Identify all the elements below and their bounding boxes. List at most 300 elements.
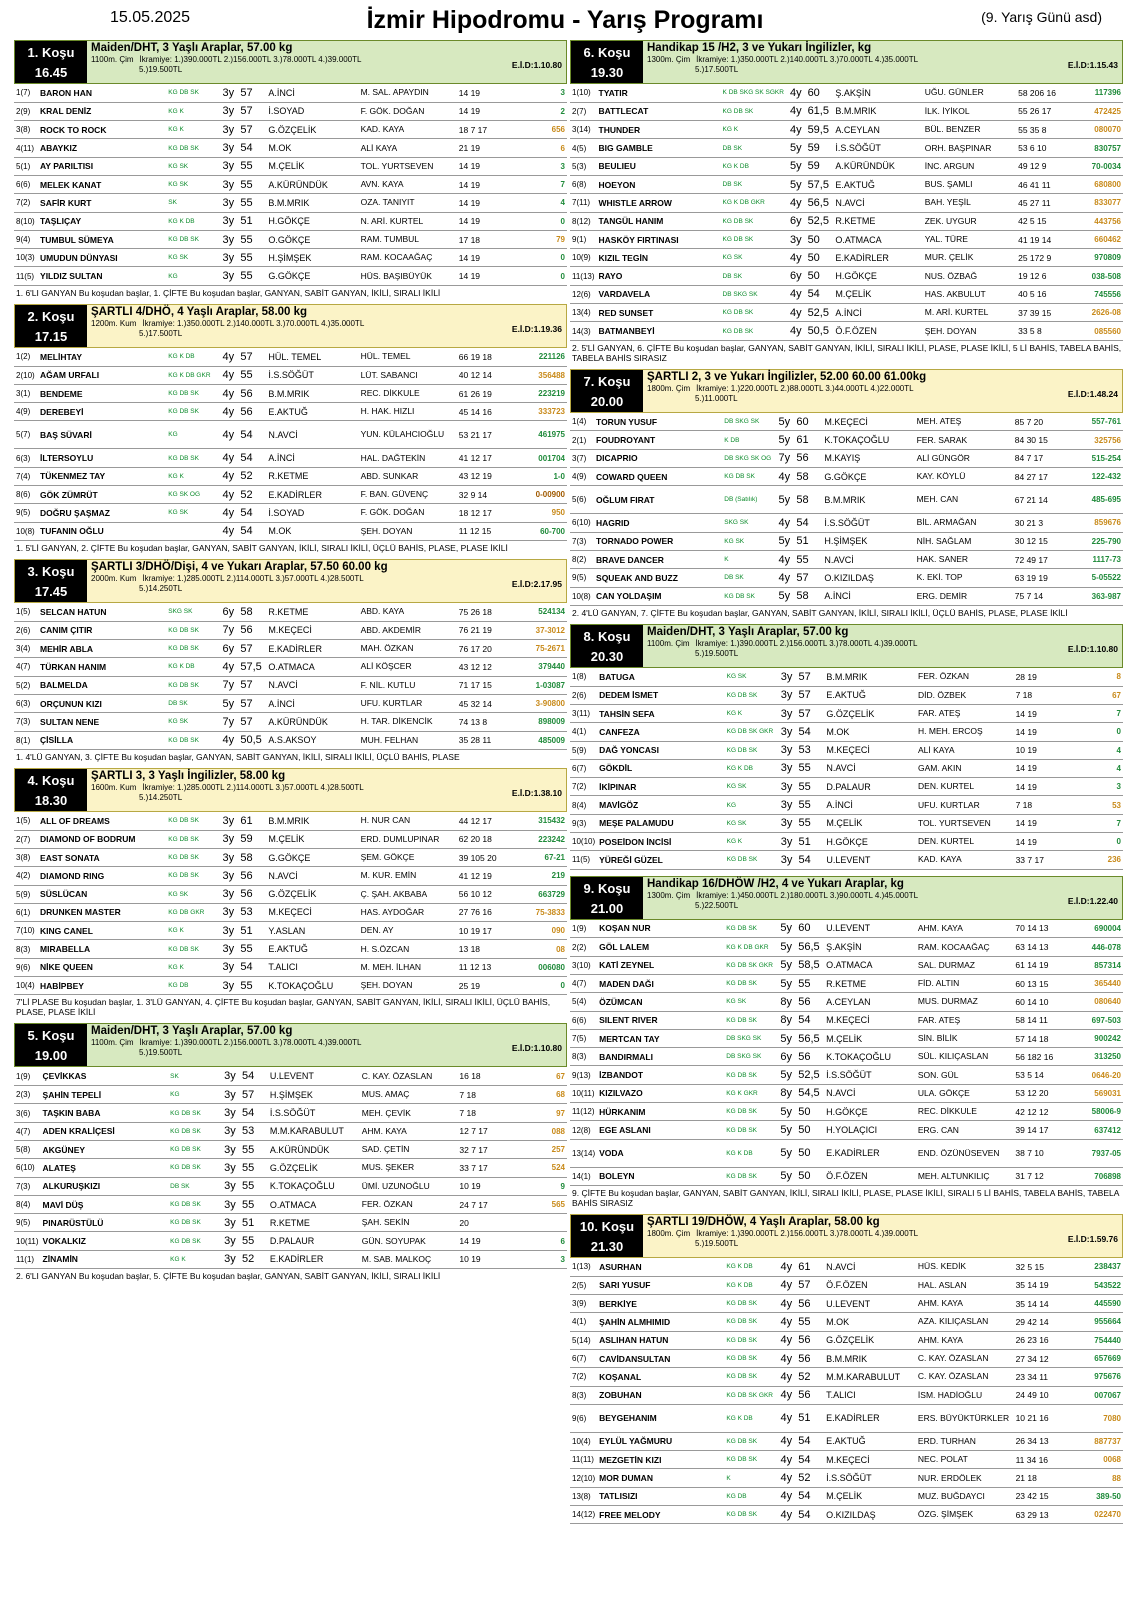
- table-row[interactable]: [14, 1232, 567, 1250]
- table-row[interactable]: [570, 778, 1123, 796]
- table-row[interactable]: [14, 1140, 567, 1158]
- weight: 54: [240, 1104, 268, 1122]
- table-row[interactable]: [570, 1295, 1123, 1313]
- table-row[interactable]: [14, 102, 567, 120]
- weight: 54: [240, 1067, 268, 1085]
- horse-name: TAŞKIN BABA: [41, 1104, 169, 1122]
- last-races: 225-790: [1075, 532, 1123, 550]
- table-row[interactable]: [14, 731, 567, 749]
- table-row[interactable]: [570, 1349, 1123, 1367]
- age: 4y: [786, 102, 806, 120]
- table-row[interactable]: [570, 431, 1123, 449]
- last-races: 557-761: [1075, 413, 1123, 431]
- table-row[interactable]: [570, 1011, 1123, 1029]
- owner: İLK. İYİKOL: [923, 102, 1016, 120]
- jockey: A.KÜRÜNDÜK: [268, 1140, 360, 1158]
- recent-form: 26 34 13: [1014, 1432, 1076, 1450]
- jockey: HÜL. TEMEL: [266, 348, 358, 366]
- race-record: E.İ.D:1.22.40: [1067, 895, 1118, 906]
- last-races: 6: [519, 139, 567, 157]
- table-row[interactable]: [570, 1469, 1123, 1487]
- weight: 57: [238, 694, 266, 712]
- last-races: 1-03087: [519, 676, 567, 694]
- owner: M. SAL. APAYDIN: [359, 84, 457, 102]
- table-row[interactable]: [570, 814, 1123, 832]
- last-races: 443756: [1076, 212, 1123, 230]
- table-row[interactable]: [570, 1048, 1123, 1066]
- table-row[interactable]: [14, 1250, 567, 1268]
- age: 5y: [776, 1121, 796, 1139]
- table-row[interactable]: [570, 121, 1123, 139]
- last-races: 5-05522: [1075, 569, 1123, 587]
- jockey: B.M.MRIK: [266, 812, 358, 830]
- table-row[interactable]: [570, 1404, 1123, 1432]
- horse-name: ÖZÜMCAN: [597, 993, 724, 1011]
- table-row[interactable]: [14, 867, 567, 885]
- table-row[interactable]: [14, 212, 567, 230]
- owner: FAR. ATEŞ: [916, 1011, 1014, 1029]
- owner: MUR. ÇELİK: [923, 249, 1016, 267]
- jockey: M.KEÇECİ: [824, 741, 916, 759]
- race-number-box: [571, 41, 643, 83]
- age: 5y: [776, 1066, 796, 1084]
- weight: 51: [796, 1404, 824, 1432]
- age: 4y: [218, 366, 238, 384]
- weight: 50: [796, 1103, 824, 1121]
- race-number: 8. Koşu: [583, 628, 631, 644]
- last-races: 379440: [519, 658, 567, 676]
- weight: 50,5: [238, 731, 266, 749]
- age: 7y: [218, 713, 238, 731]
- table-row[interactable]: [14, 421, 567, 449]
- weight: 61: [794, 431, 822, 449]
- table-row[interactable]: [14, 976, 567, 994]
- table-row[interactable]: [570, 550, 1123, 568]
- age: 6y: [218, 640, 238, 658]
- table-row[interactable]: [14, 467, 567, 485]
- race-prize-5: 5.)14.250TL: [139, 792, 183, 802]
- race-number: 7. Koşu: [583, 373, 631, 389]
- table-row[interactable]: [14, 603, 567, 621]
- weight: 56,5: [796, 1029, 824, 1047]
- table-row[interactable]: [570, 175, 1123, 193]
- table-row[interactable]: [570, 796, 1123, 814]
- table-row[interactable]: [570, 194, 1123, 212]
- owner: MEH. ÇEVİK: [360, 1104, 458, 1122]
- race-number-box: [571, 1215, 643, 1257]
- horse-name: TAŞLIÇAY: [38, 212, 166, 230]
- table-row[interactable]: [570, 704, 1123, 722]
- table-row[interactable]: [14, 676, 567, 694]
- horse-name: CAVİDANSULTAN: [597, 1349, 724, 1367]
- equipment: KG SK OG: [166, 486, 218, 504]
- jockey: M.OK: [824, 723, 916, 741]
- start-number: 9(13): [570, 1066, 597, 1084]
- age: 3y: [220, 1159, 240, 1177]
- horse-name: MADEN DAĞI: [597, 974, 724, 992]
- table-row[interactable]: [14, 522, 567, 540]
- horse-name: ASLIHAN HATUN: [597, 1331, 724, 1349]
- table-row[interactable]: [570, 139, 1123, 157]
- race-header: [570, 40, 1123, 84]
- race-distance-prize: [91, 319, 562, 328]
- table-row[interactable]: [570, 1432, 1123, 1450]
- weight: 52,5: [806, 212, 834, 230]
- start-number: 9(5): [14, 1214, 41, 1232]
- equipment: KG K DB: [725, 759, 777, 777]
- table-row[interactable]: [570, 851, 1123, 869]
- weight: 57: [797, 686, 825, 704]
- table-row[interactable]: [14, 885, 567, 903]
- table-row[interactable]: [14, 504, 567, 522]
- last-races: 7: [1075, 704, 1123, 722]
- table-row[interactable]: [570, 759, 1123, 777]
- recent-form: 45 27 11: [1016, 194, 1076, 212]
- race-record: E.İ.D:1.19.36: [511, 323, 562, 334]
- table-row[interactable]: [14, 384, 567, 402]
- equipment: KG DB SK: [724, 1103, 776, 1121]
- equipment: KG DB SK: [166, 230, 218, 248]
- owner: SAD. ÇETİN: [360, 1140, 458, 1158]
- table-row[interactable]: [570, 974, 1123, 992]
- table-row[interactable]: [570, 1386, 1123, 1404]
- equipment: KG: [725, 796, 777, 814]
- owner: ALİ KÖŞCER: [359, 658, 457, 676]
- jockey: G.ÖZÇELİK: [824, 704, 916, 722]
- race-block: [14, 559, 567, 762]
- table-row[interactable]: [570, 920, 1123, 938]
- table-row[interactable]: [570, 212, 1123, 230]
- horse-name: TORUN YUSUF: [594, 413, 722, 431]
- owner: AHM. KAYA: [916, 1295, 1014, 1313]
- table-row[interactable]: [14, 640, 567, 658]
- table-row[interactable]: [14, 267, 567, 285]
- table-row[interactable]: [14, 194, 567, 212]
- weight: 56: [238, 867, 266, 885]
- table-row[interactable]: [14, 403, 567, 421]
- owner: H. MEH. ERCOŞ: [916, 723, 1014, 741]
- race-prize: İkramiye: 1.)390.000TL 2.)156.000TL 3.)78.000TL 4.)39.000TL: [139, 1038, 362, 1048]
- table-row[interactable]: [570, 938, 1123, 956]
- horse-name: TANGÜL HANIM: [597, 212, 721, 230]
- race-distance: 1100m. Çim: [647, 638, 690, 648]
- recent-form: 63 14 13: [1013, 938, 1075, 956]
- last-races: 7: [519, 175, 567, 193]
- recent-form: 37 39 15: [1016, 304, 1076, 322]
- table-row[interactable]: [570, 285, 1123, 303]
- table-row[interactable]: [570, 230, 1123, 248]
- recent-form: 20: [457, 1214, 519, 1232]
- table-row[interactable]: [570, 993, 1123, 1011]
- owner: ALİ KAYA: [359, 139, 457, 157]
- table-row[interactable]: [14, 449, 567, 467]
- last-races: 898009: [519, 713, 567, 731]
- table-row[interactable]: [570, 1258, 1123, 1276]
- table-row[interactable]: [570, 304, 1123, 322]
- table-row[interactable]: [570, 102, 1123, 120]
- race-distance-prize: [91, 55, 562, 64]
- equipment: KG DB SK: [166, 139, 218, 157]
- race-time: 19.00: [34, 1048, 68, 1064]
- horse-name: TUFANIN OĞLU: [38, 522, 166, 540]
- race-distance: 1300m. Çim: [647, 890, 691, 900]
- recent-form: 66 19 18: [457, 348, 519, 366]
- last-races: 745556: [1076, 285, 1123, 303]
- jockey: Ö.F.ÖZEN: [833, 322, 922, 340]
- owner: ÖZG. ŞİMŞEK: [916, 1506, 1014, 1524]
- table-row[interactable]: [570, 1029, 1123, 1047]
- table-row[interactable]: [570, 1103, 1123, 1121]
- table-row[interactable]: [14, 121, 567, 139]
- table-row[interactable]: [570, 249, 1123, 267]
- race-block: [570, 1214, 1123, 1524]
- race-category: ŞARTLI 2, 3 ve Yukarı İngilizler, 52.00 60.00 61.00kg: [647, 370, 927, 383]
- jockey: O.ATMACA: [833, 230, 922, 248]
- age: 4y: [776, 1451, 796, 1469]
- table-row[interactable]: [570, 1084, 1123, 1102]
- jockey: N.AVCİ: [824, 1084, 916, 1102]
- recent-form: 75 7 14: [1013, 587, 1075, 605]
- weight: 57: [238, 84, 266, 102]
- race-category: Handikap 15 /H2, 3 ve Yukarı İngilizler, kg: [647, 42, 872, 54]
- last-races: 333723: [519, 403, 567, 421]
- recent-form: 28 19: [1014, 668, 1076, 686]
- race-distance-prize: [647, 55, 1118, 64]
- race-category: Maiden/DHT, 3 Yaşlı Araplar, 57.00 kg: [91, 42, 293, 54]
- race-distance: 1800m. Çim: [647, 383, 691, 393]
- start-number: 3(1): [14, 384, 38, 402]
- table-row[interactable]: [14, 1159, 567, 1177]
- weight: 59,5: [806, 121, 834, 139]
- table-row[interactable]: [14, 940, 567, 958]
- weight: 57,5: [806, 175, 834, 193]
- weight: 56: [238, 621, 266, 639]
- equipment: KG SK: [722, 532, 774, 550]
- table-row[interactable]: [14, 348, 567, 366]
- race-prize: İkramiye: 1.)390.000TL 2.)156.000TL 3.)78.000TL 4.)39.000TL: [696, 1228, 919, 1238]
- table-row[interactable]: [14, 249, 567, 267]
- weight: 60: [806, 84, 834, 102]
- age: 3y: [218, 84, 238, 102]
- start-number: 4(11): [14, 139, 38, 157]
- owner: C. KAY. ÖZASLAN: [360, 1067, 458, 1085]
- table-row[interactable]: [14, 1195, 567, 1213]
- race-block: [14, 40, 567, 298]
- table-row[interactable]: [14, 830, 567, 848]
- start-number: 4(7): [14, 1122, 41, 1140]
- last-races: 68: [519, 1086, 567, 1104]
- start-number: 3(8): [14, 848, 38, 866]
- table-row[interactable]: [570, 468, 1123, 486]
- age: 3y: [220, 1104, 240, 1122]
- weight: 57: [797, 704, 825, 722]
- table-row[interactable]: [570, 514, 1123, 532]
- age: 3y: [218, 175, 238, 193]
- race-info: [91, 561, 562, 593]
- age: 4y: [218, 504, 238, 522]
- jockey: E.AKTUĞ: [824, 1432, 916, 1450]
- table-row[interactable]: [14, 157, 567, 175]
- table-row[interactable]: [570, 1313, 1123, 1331]
- table-row[interactable]: [14, 230, 567, 248]
- bet-types-note: 2. 4'LÜ GANYAN, 7. ÇİFTE Bu koşudan başlar, GANYAN, SABİT GANYAN, İKİLİ, SIRALI İKİLİ, ÜÇLÜ BAHİS, PLASE, PLASE İKİLİ: [572, 607, 1068, 618]
- table-row[interactable]: [570, 1451, 1123, 1469]
- bet-types-note: 9. ÇİFTE Bu koşudan başlar, GANYAN, SABİT GANYAN, İKİLİ, SIRALI İKİLİ, PLASE, PLASE İKİLİ, SIRALI 5 Lİ BAHİS, TABELA BAHİS, TABELA BAHİS SIRASIZ: [572, 1187, 1119, 1208]
- race-time: 21.30: [590, 1238, 624, 1254]
- weight: 56: [796, 1331, 824, 1349]
- weight: 51: [240, 1214, 268, 1232]
- weight: 59: [806, 139, 834, 157]
- equipment: KG K DB: [724, 1404, 776, 1432]
- table-row[interactable]: [570, 486, 1123, 514]
- recent-form: 19 12 6: [1016, 267, 1076, 285]
- race-record: E.İ.D:1.10.80: [1067, 643, 1118, 654]
- table-row[interactable]: [14, 1067, 567, 1085]
- last-races: 524134: [519, 603, 567, 621]
- table-row[interactable]: [570, 1368, 1123, 1386]
- owner: ŞEH. DOYAN: [359, 976, 457, 994]
- recent-form: 14 19: [457, 1232, 519, 1250]
- table-row[interactable]: [570, 686, 1123, 704]
- owner: İNC. ARGUN: [923, 157, 1016, 175]
- table-row[interactable]: [570, 1331, 1123, 1349]
- last-races: 58006-9: [1075, 1103, 1123, 1121]
- table-row[interactable]: [570, 84, 1123, 102]
- table-row[interactable]: [570, 1487, 1123, 1505]
- recent-form: 30 12 15: [1013, 532, 1075, 550]
- table-row[interactable]: [14, 812, 567, 830]
- table-row[interactable]: [14, 1086, 567, 1104]
- table-row[interactable]: [570, 1139, 1123, 1167]
- age: 3y: [777, 686, 797, 704]
- recent-form: 14 19: [457, 249, 519, 267]
- table-row[interactable]: [570, 1506, 1123, 1524]
- table-row[interactable]: [570, 668, 1123, 686]
- last-races: 569031: [1075, 1084, 1123, 1102]
- last-races: 2: [519, 102, 567, 120]
- equipment: KG DB SK: [168, 1104, 220, 1122]
- table-row[interactable]: [14, 175, 567, 193]
- owner: MUH. FELHAN: [359, 731, 457, 749]
- table-row[interactable]: [14, 958, 567, 976]
- horse-name: KOŞAN NUR: [597, 920, 724, 938]
- table-row[interactable]: [14, 658, 567, 676]
- race-header: [570, 1214, 1123, 1258]
- recent-form: 33 7 17: [457, 1159, 519, 1177]
- weight: 54: [797, 851, 825, 869]
- race-prize: İkramiye: 1.)350.000TL 2.)140.000TL 3.)70.000TL 4.)35.000TL: [142, 318, 365, 328]
- table-row[interactable]: [14, 1122, 567, 1140]
- table-row[interactable]: [14, 903, 567, 921]
- table-row[interactable]: [570, 741, 1123, 759]
- last-races: 3: [519, 1250, 567, 1268]
- age: 4y: [776, 1258, 796, 1276]
- horse-name: POSEİDON İNCİSİ: [597, 833, 724, 851]
- weight: 54: [796, 1011, 824, 1029]
- owner: MUS. DURMAZ: [916, 993, 1014, 1011]
- jockey: M.KEÇECİ: [822, 413, 914, 431]
- table-row[interactable]: [570, 532, 1123, 550]
- jockey: M.OK: [824, 1313, 916, 1331]
- weight: 56,5: [806, 194, 834, 212]
- table-row[interactable]: [14, 139, 567, 157]
- weight: 54: [238, 139, 266, 157]
- last-races: 485009: [519, 731, 567, 749]
- start-number: 3(14): [570, 121, 597, 139]
- horse-name: COWARD QUEEN: [594, 468, 722, 486]
- table-row[interactable]: [570, 267, 1123, 285]
- age: 3y: [218, 230, 238, 248]
- start-number: 5(1): [14, 157, 38, 175]
- equipment: DB SK: [721, 175, 786, 193]
- equipment: KG K: [721, 121, 786, 139]
- table-row[interactable]: [14, 621, 567, 639]
- race-distance: 1300m. Çim: [647, 55, 691, 64]
- last-races: 2626-08: [1076, 304, 1123, 322]
- table-row[interactable]: [14, 366, 567, 384]
- jockey: R.KETME: [833, 212, 922, 230]
- recent-form: 84 30 15: [1013, 431, 1075, 449]
- race-block: [570, 369, 1123, 618]
- table-row[interactable]: [14, 713, 567, 731]
- table-row[interactable]: [14, 1104, 567, 1122]
- jockey: Y.ASLAN: [266, 922, 358, 940]
- jockey: M.ÇELİK: [266, 157, 358, 175]
- table-row[interactable]: [570, 569, 1123, 587]
- age: 5y: [774, 413, 794, 431]
- horse-name: BIG GAMBLE: [597, 139, 721, 157]
- table-row[interactable]: [14, 486, 567, 504]
- table-row[interactable]: [14, 848, 567, 866]
- table-row[interactable]: [14, 1214, 567, 1232]
- horse-name: YÜREĞİ GÜZEL: [597, 851, 724, 869]
- table-row[interactable]: [14, 84, 567, 102]
- table-row[interactable]: [570, 587, 1123, 605]
- table-row[interactable]: [570, 956, 1123, 974]
- equipment: KG DB SK: [168, 1140, 220, 1158]
- race-number: 4. Koşu: [27, 772, 75, 788]
- table-row[interactable]: [14, 694, 567, 712]
- equipment: KG DB SK: [724, 1451, 776, 1469]
- table-row[interactable]: [570, 322, 1123, 340]
- recent-form: 18 7 17: [457, 121, 519, 139]
- table-row[interactable]: [570, 157, 1123, 175]
- table-row[interactable]: [570, 1121, 1123, 1139]
- table-row[interactable]: [570, 1276, 1123, 1294]
- weight: 55: [238, 976, 266, 994]
- race-prize-5: 5.)11.000TL: [695, 393, 738, 403]
- owner: NİH. SAĞLAM: [915, 532, 1013, 550]
- last-races: 8: [1075, 668, 1123, 686]
- horse-name: KING CANEL: [38, 922, 166, 940]
- table-row[interactable]: [570, 1066, 1123, 1084]
- start-number: 2(3): [14, 1086, 41, 1104]
- jockey: N.AVCİ: [266, 676, 358, 694]
- table-row[interactable]: [570, 1167, 1123, 1185]
- table-row[interactable]: [570, 449, 1123, 467]
- race-number: 3. Koşu: [27, 563, 75, 579]
- table-row[interactable]: [14, 922, 567, 940]
- equipment: DB SKG SK: [724, 1029, 776, 1047]
- table-row[interactable]: [570, 833, 1123, 851]
- jockey: E.KADİRLER: [824, 1139, 916, 1167]
- race-block: [14, 304, 567, 553]
- table-row[interactable]: [570, 723, 1123, 741]
- table-row[interactable]: [570, 413, 1123, 431]
- last-races: 67: [1075, 686, 1123, 704]
- equipment: KG K DB: [166, 212, 218, 230]
- table-row[interactable]: [14, 1177, 567, 1195]
